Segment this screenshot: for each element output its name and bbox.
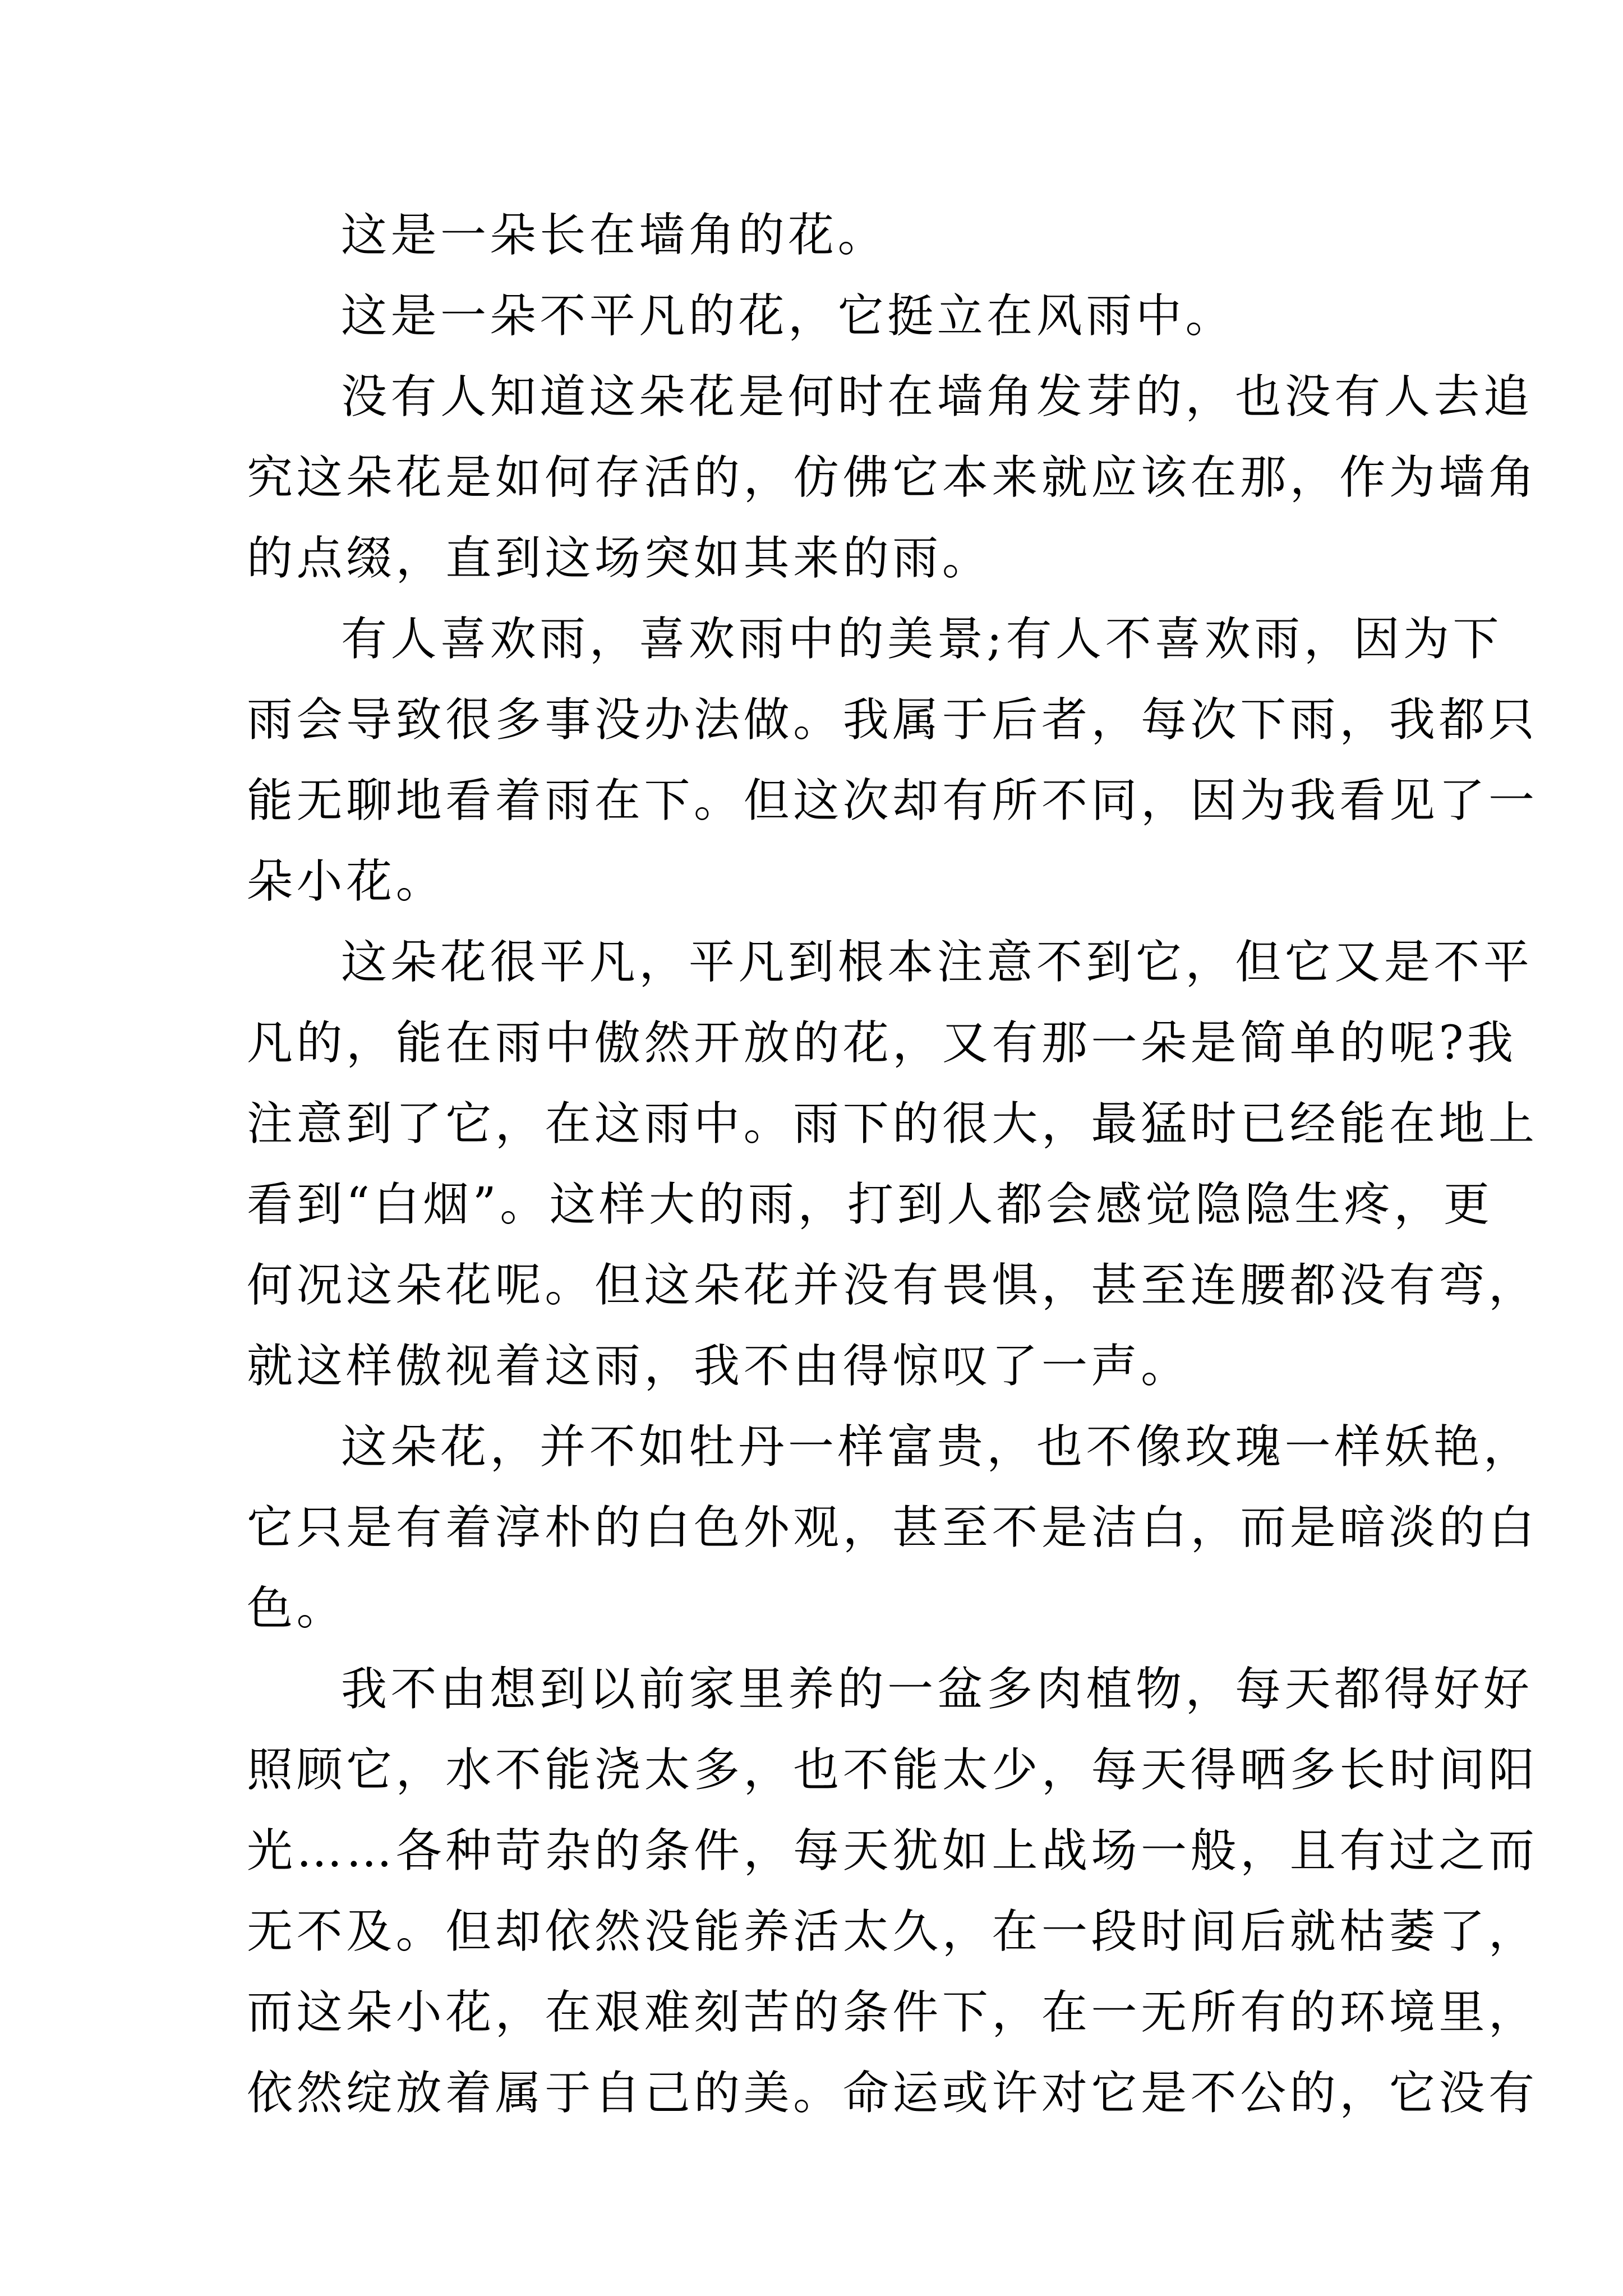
- paragraph: [247, 276, 1385, 357]
- text-line: 它只是有着淳朴的白色外观，甚至不是洁白，而是暗淡的白: [247, 1501, 1538, 1554]
- text-line: 就这样傲视着这雨，我不由得惊叹了一声。: [247, 1340, 1191, 1393]
- text-line: 没有人知道这朵花是何时在墙角发芽的，也没有人去追: [341, 370, 1533, 424]
- text-line: 这是一朵不平凡的花，它挺立在风雨中。: [341, 289, 1235, 343]
- paragraph: [247, 357, 1538, 599]
- text-line: 注意到了它，在这雨中。雨下的很大，最猛时已经能在地上: [247, 1097, 1538, 1151]
- text-line: 这朵花，并不如牡丹一样富贵，也不像玫瑰一样妖艳，: [341, 1420, 1533, 1474]
- paragraph: [247, 922, 1538, 1407]
- text-line: 照顾它，水不能浇太多，也不能太少，每天得晒多长时间阳: [247, 1743, 1538, 1797]
- paragraph: [247, 1407, 1538, 1649]
- text-line: 能无聊地看着雨在下。但这次却有所不同，因为我看见了一: [247, 774, 1538, 827]
- text-line: 究这朵花是如何存活的，仿佛它本来就应该在那，作为墙角: [247, 451, 1538, 504]
- paragraph: [247, 1649, 1538, 2134]
- text-line: 而这朵小花，在艰难刻苦的条件下，在一无所有的环境里，: [247, 1986, 1538, 2039]
- text-line: 这是一朵长在墙角的花。: [341, 209, 888, 262]
- text-line: 凡的，能在雨中傲然开放的花，又有那一朵是简单的呢?我: [247, 1016, 1517, 1070]
- paragraph: [247, 599, 1538, 922]
- text-line: 雨会导致很多事没办法做。我属于后者，每次下雨，我都只: [247, 693, 1538, 747]
- text-line: 朵小花。: [247, 855, 446, 908]
- text-line: 的点缀，直到这场突如其来的雨。: [247, 532, 992, 585]
- text-line: 看到“白烟”。这样大的雨，打到人都会感觉隐隐生疼，更: [247, 1178, 1493, 1231]
- text-line: 色。: [247, 1582, 347, 1635]
- text-line: 我不由想到以前家里养的一盆多肉植物，每天都得好好: [341, 1663, 1533, 1716]
- text-line: 无不及。但却依然没能养活太久，在一段时间后就枯萎了，: [247, 1905, 1538, 1958]
- text-line: 光……各种苛杂的条件，每天犹如上战场一般，且有过之而: [247, 1824, 1538, 1878]
- paragraph: [247, 195, 1385, 276]
- text-line: 依然绽放着属于自己的美。命运或许对它是不公的，它没有: [247, 2067, 1538, 2120]
- document-body: [247, 195, 1538, 2134]
- text-line: 何况这朵花呢。但这朵花并没有畏惧，甚至连腰都没有弯，: [247, 1259, 1538, 1312]
- text-line: 这朵花很平凡，平凡到根本注意不到它，但它又是不平: [341, 936, 1533, 989]
- text-line: 有人喜欢雨，喜欢雨中的美景;有人不喜欢雨，因为下: [341, 613, 1503, 666]
